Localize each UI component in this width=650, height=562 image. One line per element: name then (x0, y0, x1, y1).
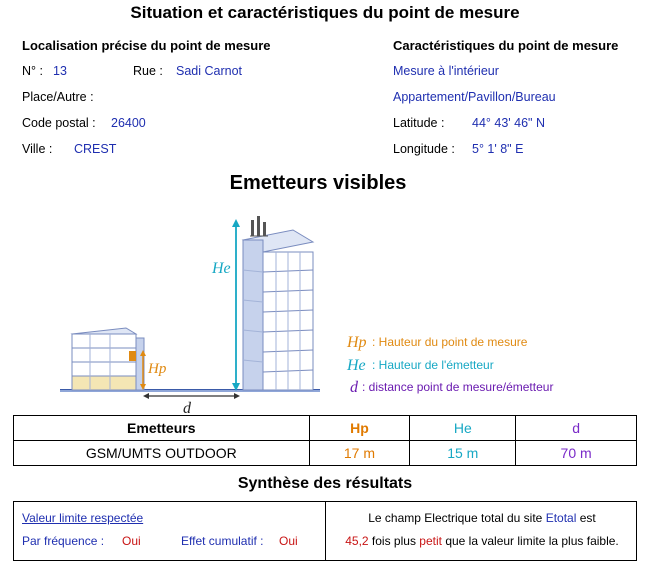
emitters-table (13, 415, 637, 466)
legend-he-symbol: He (347, 357, 366, 374)
effet-label: Effet cumulatif : (181, 534, 264, 548)
diagram-legend (346, 334, 553, 396)
cell-d: 70 m (516, 441, 637, 466)
small-building (72, 328, 144, 390)
effet-value: Oui (279, 534, 298, 548)
antenna-icon (250, 216, 268, 236)
d-diagram-label: d (183, 400, 191, 415)
tall-building (243, 230, 313, 390)
longitude-label: Longitude : (393, 142, 455, 156)
legend-hp-symbol: Hp (347, 334, 367, 351)
result-text-2c: que la valeur limite la plus faible. (445, 534, 619, 548)
characteristics-heading: Caractéristiques du point de mesure (393, 38, 619, 53)
result-text-2a: fois plus (371, 534, 416, 548)
table-row (14, 441, 637, 466)
legend-d-symbol: d (350, 379, 358, 396)
col-d: d (516, 416, 637, 441)
mesure-value: Mesure à l'intérieur (393, 64, 499, 78)
latitude-value: 44° 43' 46" N (472, 116, 545, 130)
result-line-1 (326, 511, 638, 525)
longitude-value: 5° 1' 8" E (472, 142, 524, 156)
valeur-limite: Valeur limite respectée (22, 511, 144, 525)
factor-value: 45,2 (345, 534, 369, 548)
result-line-2 (326, 534, 638, 548)
numero-value: 13 (53, 64, 67, 78)
legend-d-text: : distance point de mesure/émetteur (362, 380, 554, 394)
code-postal-label: Code postal : (22, 116, 96, 130)
latitude-label: Latitude : (393, 116, 445, 130)
col-he: He (410, 416, 516, 441)
code-postal-value: 26400 (111, 116, 146, 130)
synthesis-box (13, 501, 637, 561)
hp-diagram-label: Hp (148, 361, 167, 377)
cell-emitter: GSM/UMTS OUTDOOR (14, 441, 310, 466)
numero-label: N° : (22, 64, 43, 78)
col-hp: Hp (309, 416, 410, 441)
legend-hp-text: : Hauteur du point de mesure (372, 335, 528, 349)
petit-label: petit (419, 534, 442, 548)
col-emetteurs: Emetteurs (14, 416, 310, 441)
ville-value: CREST (74, 142, 117, 156)
synthesis-title: Synthèse des résultats (237, 475, 413, 492)
location-heading: Localisation précise du point de mesure (22, 38, 271, 53)
emitters-diagram (0, 200, 650, 415)
type-value: Appartement/Pavillon/Bureau (393, 90, 556, 104)
rue-label: Rue : (133, 64, 163, 78)
par-frequence-label: Par fréquence : (22, 534, 105, 548)
page-title: Situation et caractéristiques du point de mesure (130, 3, 520, 22)
cell-hp: 17 m (309, 441, 410, 466)
par-frequence-value: Oui (122, 534, 141, 548)
cell-he: 15 m (410, 441, 516, 466)
legend-he-text: : Hauteur de l'émetteur (372, 358, 494, 372)
etotal-label: Etotal (545, 511, 577, 525)
result-text-1a: Le champ Electrique total du site (368, 511, 543, 525)
rue-value: Sadi Carnot (176, 64, 243, 78)
emitters-title: Emetteurs visibles (229, 172, 407, 194)
place-label: Place/Autre : (22, 90, 94, 104)
he-diagram-label: He (212, 260, 231, 277)
ville-label: Ville : (22, 142, 53, 156)
result-text-1c: est (579, 511, 596, 525)
table-header-row (14, 416, 637, 441)
